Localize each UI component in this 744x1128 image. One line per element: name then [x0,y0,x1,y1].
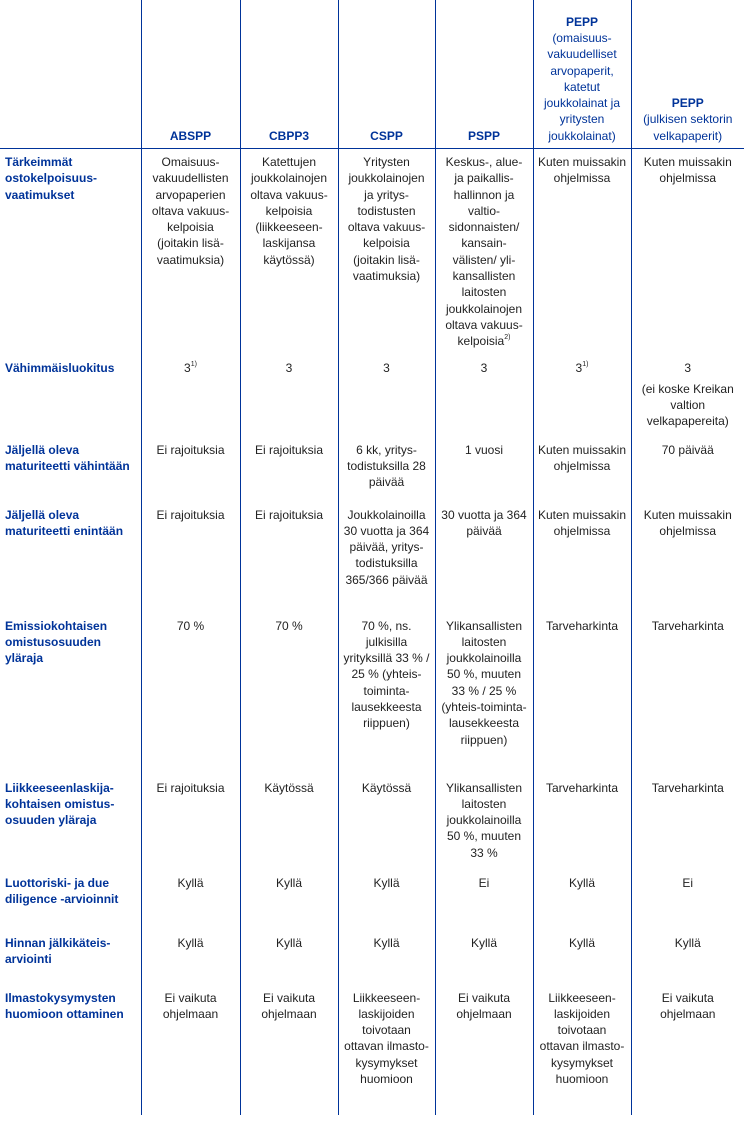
row-label: Ilmastokysymysten huomioon ottaminen [5,990,124,1021]
table-cell: Kyllä [141,930,240,985]
table-header [0,0,744,149]
header-pspp: PSPP [435,0,533,149]
table-cell: Ei rajoituksia [141,502,240,613]
header-cspp: CSPP [338,0,435,149]
header-empty-cell [0,0,141,149]
row-label: Hinnan jälkikäteis-arviointi [5,935,111,966]
table-cell: 3 [435,355,533,437]
table-cell: Kyllä [435,930,533,985]
table-cell: Ei vaikuta ohjelmaan [435,985,533,1115]
table-cell: Tarveharkinta [533,613,631,775]
table-cell: Kuten muissakin ohjelmissa [533,502,631,613]
table-cell: Ylikansallisten laitosten joukkolainoilla 50 %, muuten 33 % [435,775,533,870]
row-climate [0,985,744,1115]
table-cell: Ei vaikuta ohjelmaan [631,985,744,1115]
table-cell: 1 vuosi [435,437,533,502]
table-cell: Liikkeeseen-laskijoiden toivotaan ottavan ilmasto-kysymykset huomioon [338,985,435,1115]
table-cell: Tarveharkinta [631,775,744,870]
header-cbpp3: CBPP3 [240,0,338,149]
table-cell: Kyllä [240,870,338,930]
row-label: Liikkeeseenlaskija-kohtaisen omistus-osuuden yläraja [5,780,115,828]
table-cell: Kuten muissakin ohjelmissa [631,149,744,355]
row-label: Luottoriski- ja due diligence -arvioinnit [5,875,119,906]
row-label: Emissiokohtaisen omistusosuuden yläraja [5,618,108,666]
row-label: Jäljellä oleva maturiteetti enintään [5,507,124,538]
table-cell: Käytössä [338,775,435,870]
header-abspp: ABSPP [141,0,240,149]
table-cell: Kyllä [338,930,435,985]
header-pepp-private: PEPP (omaisuus-vakuudelliset arvopaperit, katetut joukkolainat ja yritysten joukkolainat) [533,0,631,149]
table-cell: 3$^{1)}$ [141,355,240,437]
table-cell: 70 %, ns. julkisilla yrityksillä 33 % / 25 % (yhteis-toiminta-lausekkeesta riippuen) [338,613,435,775]
table-cell: Ylikansallisten laitosten joukkolainoilla 50 %, muuten 33 % / 25 % (yhteis-toiminta-lausekkeesta riippuen) [435,613,533,775]
row-issuer-share-limit [0,775,744,870]
table-cell: Ei vaikuta ohjelmaan [240,985,338,1115]
table-cell: Kyllä [533,870,631,930]
header-row [0,0,744,149]
row-minimum-rating [0,355,744,437]
row-label: Vähimmäisluokitus [5,360,115,375]
table-cell: Kyllä [533,930,631,985]
table-body [0,149,744,1115]
table-cell: Ei rajoituksia [141,775,240,870]
row-max-maturity [0,502,744,613]
table-cell: Kyllä [141,870,240,930]
footnote-mark: 2) [504,334,511,342]
row-label: Tärkeimmät ostokelpoisuus-vaatimukset [5,155,98,202]
table-cell: Käytössä [240,775,338,870]
table-cell: 3 [338,355,435,437]
table-cell: Kyllä [631,930,744,985]
table-cell: Omaisuus-vakuudellisten arvopaperien oltava vakuus-kelpoisia (joitakin lisä-vaatimuksia) [141,149,240,355]
table-cell: Ei vaikuta ohjelmaan [141,985,240,1115]
table-cell: 3$^{1)}$ [533,355,631,437]
table-cell: Liikkeeseen-laskijoiden toivotaan ottavan ilmasto-kysymykset huomioon [533,985,631,1115]
row-eligibility-requirements [0,149,744,355]
table-cell: Ei rajoituksia [240,502,338,613]
table-cell: Kuten muissakin ohjelmissa [533,149,631,355]
table-cell: 3 [240,355,338,437]
table-cell: Ei [435,870,533,930]
table-cell: Tarveharkinta [533,775,631,870]
table-cell: 70 päivää [631,437,744,502]
table-cell: Yritysten joukkolainojen ja yritys-todistusten oltava vakuus-kelpoisia (joitakin lisä-vaatimuksia) [338,149,435,355]
table-cell: Kuten muissakin ohjelmissa [533,437,631,502]
table-cell: 70 % [141,613,240,775]
table-cell: Kyllä [338,870,435,930]
table-cell: 70 % [240,613,338,775]
row-issue-share-limit [0,613,744,775]
table-cell: Kyllä [240,930,338,985]
table-cell: Keskus-, alue- ja paikallis-hallinnon ja valtio-sidonnaisten/ kansain-välisten/ yli-kansallisten laitosten joukkolainojen oltava vakuus-kelpoisia$^{2)}$ [435,149,533,355]
table-cell: 30 vuotta ja 364 päivää [435,502,533,613]
row-min-maturity [0,437,744,502]
row-price-review [0,930,744,985]
row-label: Jäljellä oleva maturiteetti vähintään [5,442,130,473]
table-cell: Ei rajoituksia [141,437,240,502]
row-credit-risk [0,870,744,930]
table-cell: Ei rajoituksia [240,437,338,502]
table-cell: Ei [631,870,744,930]
table-cell: Tarveharkinta [631,613,744,775]
footnote-mark: 1) [190,360,197,368]
table-cell: Joukkolainoilla 30 vuotta ja 364 päivää, yritys-todistuksilla 365/366 päivää [338,502,435,613]
table-cell: Kuten muissakin ohjelmissa [631,502,744,613]
table-cell: 6 kk, yritys-todistuksilla 28 päivää [338,437,435,502]
header-pepp-private-sub: (omaisuus-vakuudelliset arvopaperit, katetut joukkolainat ja yritysten joukkolainat) [543,30,621,143]
greece-exception-note: (ei koske Kreikan valtion velkapapereita) [641,381,734,429]
footnote-mark: 1) [582,360,589,368]
header-pepp-public: PEPP (julkisen sektorin velkapaperit) [631,0,744,149]
header-pepp-public-sub: (julkisen sektorin velkapaperit) [643,112,733,143]
table-cell: Katettujen joukkolainojen oltava vakuus-kelpoisia (liikkeeseen-laskijansa käytössä) [240,149,338,355]
table-cell: 3 (ei koske Kreikan valtion velkapapereita) [631,355,744,437]
